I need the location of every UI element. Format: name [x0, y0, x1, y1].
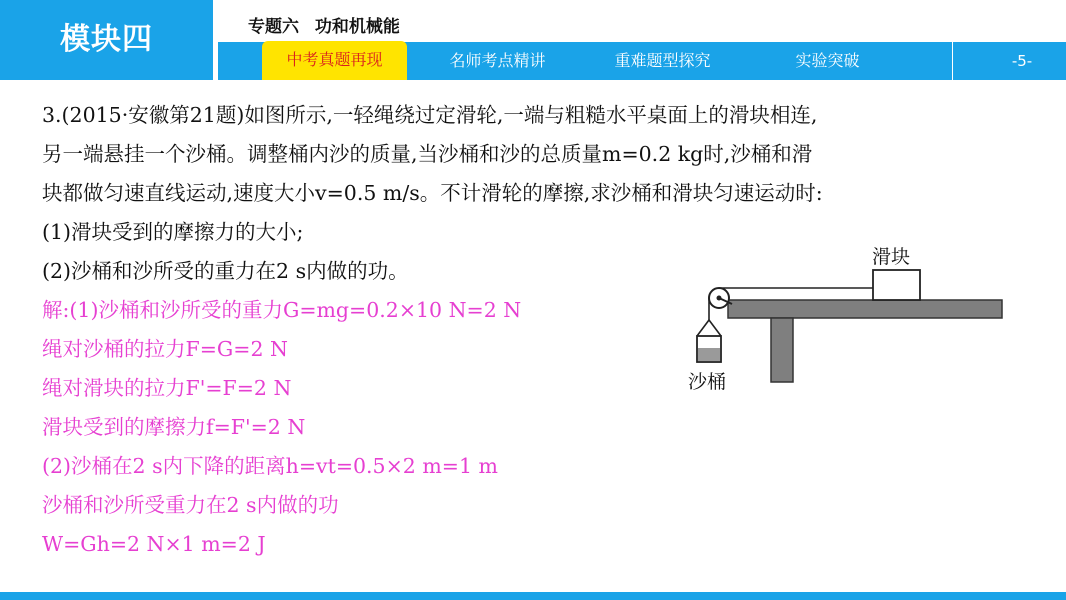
question-line: 块都做匀速直线运动,速度大小v=0.5 m/s。不计滑轮的摩擦,求沙桶和滑块匀速运动时: — [42, 181, 823, 205]
tab-shiyan-tupo[interactable]: 实验突破 — [795, 51, 860, 70]
answer-line: W=Gh=2 N×1 m=2 J — [42, 532, 266, 556]
answer-line: 绳对滑块的拉力F'=F=2 N — [42, 376, 292, 400]
answer-line: 沙桶和沙所受重力在2 s内做的功 — [42, 493, 339, 517]
footer-bar — [0, 592, 1066, 600]
tab-zhongkao-zhenti[interactable]: 中考真题再现 — [262, 41, 407, 80]
question-line: (1)滑块受到的摩擦力的大小; — [42, 220, 304, 244]
answer-line: 解:(1)沙桶和沙所受的重力G=mg=0.2×10 N=2 N — [42, 298, 522, 322]
question-line: 另一端悬挂一个沙桶。调整桶内沙的质量,当沙桶和沙的总质量m=0.2 kg时,沙桶和滑 — [42, 142, 813, 166]
question-line: 3.(2015·安徽第21题)如图所示,一轻绳绕过定滑轮,一端与粗糙水平桌面上的滑块相连, — [42, 103, 818, 127]
bucket-handle — [697, 320, 721, 336]
slider-block — [873, 270, 920, 300]
topic-title: 专题六 功和机械能 — [248, 17, 400, 37]
tabletop — [728, 300, 1002, 318]
page-number: -5- — [1011, 52, 1033, 70]
bucket-label: 沙桶 — [688, 371, 727, 393]
question-line: (2)沙桶和沙所受的重力在2 s内做的功。 — [42, 259, 409, 283]
answer-line: 绳对沙桶的拉力F=G=2 N — [42, 337, 288, 361]
tab-zhongnan-tixing[interactable]: 重难题型探究 — [614, 51, 711, 70]
module-title: 模块四 — [60, 22, 153, 57]
tab-mingshi-kaodian[interactable]: 名师考点精讲 — [449, 51, 546, 70]
table-leg — [771, 318, 793, 382]
answer-line: (2)沙桶在2 s内下降的距离h=vt=0.5×2 m=1 m — [42, 454, 498, 478]
sand-fill — [698, 348, 720, 361]
block-label: 滑块 — [872, 246, 911, 268]
answer-line: 滑块受到的摩擦力f=F'=2 N — [42, 415, 306, 439]
